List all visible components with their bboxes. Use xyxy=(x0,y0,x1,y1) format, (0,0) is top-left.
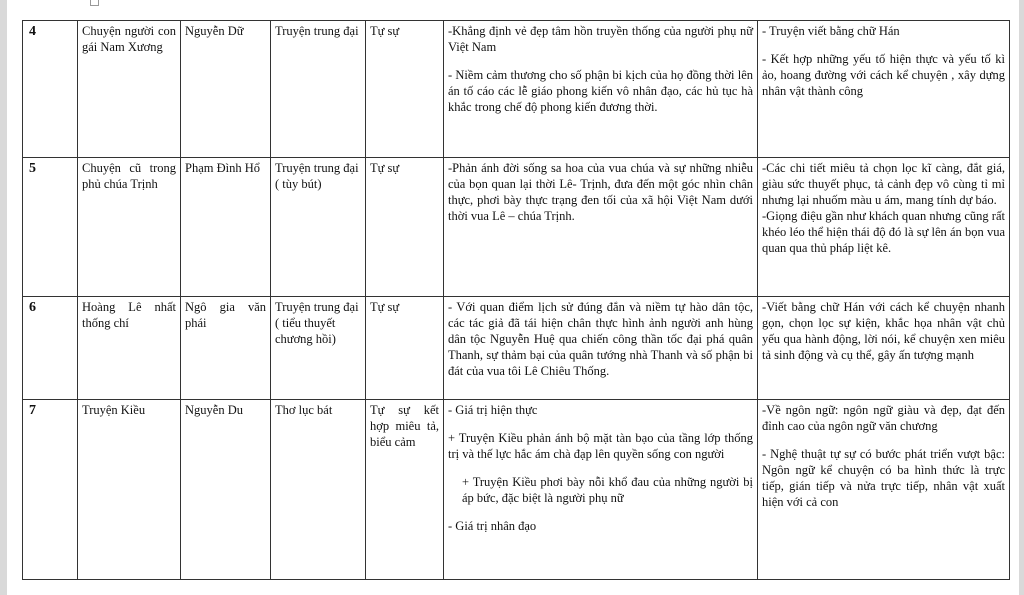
literature-table xyxy=(22,20,1010,580)
page-left-margin xyxy=(0,0,7,595)
work-genre: Truyện trung đại ( tiểu thuyết chương hồi) xyxy=(271,297,366,400)
content-line: -Phản ánh đời sống sa hoa của vua chúa và sự những nhiễu của bọn quan lại thời Lê- Trịnh, đưa đến một góc nhìn chân thực, phơi bày thực trạng đen tối của xã hội Việt Nam dưới thời vua Lê – chúa Trịnh. xyxy=(448,161,753,223)
work-art xyxy=(758,21,1010,158)
work-content xyxy=(444,21,758,158)
work-title: Hoàng Lê nhất thống chí xyxy=(78,297,181,400)
work-art xyxy=(758,297,1010,400)
work-author: Phạm Đình Hổ xyxy=(181,158,271,297)
work-art xyxy=(758,400,1010,580)
work-mode: Tự sự xyxy=(366,21,444,158)
work-title: Chuyện người con gái Nam Xương xyxy=(78,21,181,158)
work-author: Nguyễn Du xyxy=(181,400,271,580)
art-line: -Giọng điệu gần như khách quan nhưng cũng rất khéo léo thể hiện thái độ đó là sự lên án bọn vua quan qua thủ pháp liệt kê. xyxy=(762,209,1005,255)
content-line: - Niềm cảm thương cho số phận bi kịch của họ đồng thời lên án tố cáo các lễ giáo phong kiến vô nhân đạo, các hủ tục hà khắc trong chế độ phong kiến đương thời. xyxy=(448,68,753,114)
art-line: -Về ngôn ngữ: ngôn ngữ giàu và đẹp, đạt đến đỉnh cao của ngôn ngữ văn chương xyxy=(762,403,1005,433)
content-line: + Truyện Kiều phản ánh bộ mặt tàn bạo của tầng lớp thống trị và thế lực hắc ám chà đạp lên quyền sống con người xyxy=(448,431,753,461)
table-row xyxy=(23,297,1010,400)
content-line: + Truyện Kiều phơi bày nỗi khổ đau của những người bị áp bức, đặc biệt là người phụ nữ xyxy=(462,475,753,505)
row-number: 5 xyxy=(23,158,78,297)
work-author: Nguyễn Dữ xyxy=(181,21,271,158)
work-mode: Tự sự kết hợp miêu tả, biểu cảm xyxy=(366,400,444,580)
row-number: 7 xyxy=(23,400,78,580)
table-row xyxy=(23,400,1010,580)
table-row xyxy=(23,158,1010,297)
art-line: - Nghệ thuật tự sự có bước phát triển vượt bậc: Ngôn ngữ kể chuyện có ba hình thức là trực tiếp, gián tiếp và nửa trực tiếp, nhân vật xuất hiện với cả con xyxy=(762,447,1005,509)
work-author: Ngô gia văn phái xyxy=(181,297,271,400)
work-content xyxy=(444,297,758,400)
content-line: - Giá trị hiện thực xyxy=(448,403,538,417)
art-line: - Truyện viết bằng chữ Hán xyxy=(762,24,900,38)
work-mode: Tự sự xyxy=(366,297,444,400)
work-title: Truyện Kiều xyxy=(78,400,181,580)
content-line: - Với quan điểm lịch sử đúng đắn và niềm tự hào dân tộc, các tác giả đã tái hiện chân thực hình ảnh người anh hùng dân tộc Nguyễn Huệ qua chiến công thần tốc đại phá quân Thanh, sự thảm bại của quân tướng nhà Thanh và số phận bi đát của vua tôi Lê Chiêu Thống. xyxy=(448,300,753,378)
work-mode: Tự sự xyxy=(366,158,444,297)
art-line: -Viết bằng chữ Hán với cách kể chuyện nhanh gọn, chọn lọc sự kiện, khắc họa nhân vật chủ yếu qua hành động, lời nói, kể chuyện xen miêu tả sinh động và cụ thể, gây ấn tượng mạnh xyxy=(762,300,1005,362)
work-genre: Truyện trung đại xyxy=(271,21,366,158)
content-line: - Giá trị nhân đạo xyxy=(448,519,537,533)
table-row xyxy=(23,21,1010,158)
work-content xyxy=(444,400,758,580)
content-line: -Khẳng định vẻ đẹp tâm hồn truyền thống của người phụ nữ Việt Nam xyxy=(448,24,753,54)
art-line: -Các chi tiết miêu tả chọn lọc kĩ càng, đắt giá, giàu sức thuyết phục, tả cảnh đẹp vô cùng tỉ mỉ nhưng lại nhuốm màu u ám, mang tính dự báo. xyxy=(762,161,1005,207)
work-art xyxy=(758,158,1010,297)
row-number: 4 xyxy=(23,21,78,158)
text-boundary-marker xyxy=(90,0,99,6)
work-genre: Truyện trung đại ( tùy bút) xyxy=(271,158,366,297)
work-title: Chuyện cũ trong phủ chúa Trịnh xyxy=(78,158,181,297)
art-line: - Kết hợp những yếu tố hiện thực và yếu tố kì ảo, hoang đường với cách kể chuyện , xây dựng nhân vật thành công xyxy=(762,52,1005,98)
work-genre: Thơ lục bát xyxy=(271,400,366,580)
row-number: 6 xyxy=(23,297,78,400)
page-right-margin xyxy=(1019,0,1024,595)
work-content xyxy=(444,158,758,297)
